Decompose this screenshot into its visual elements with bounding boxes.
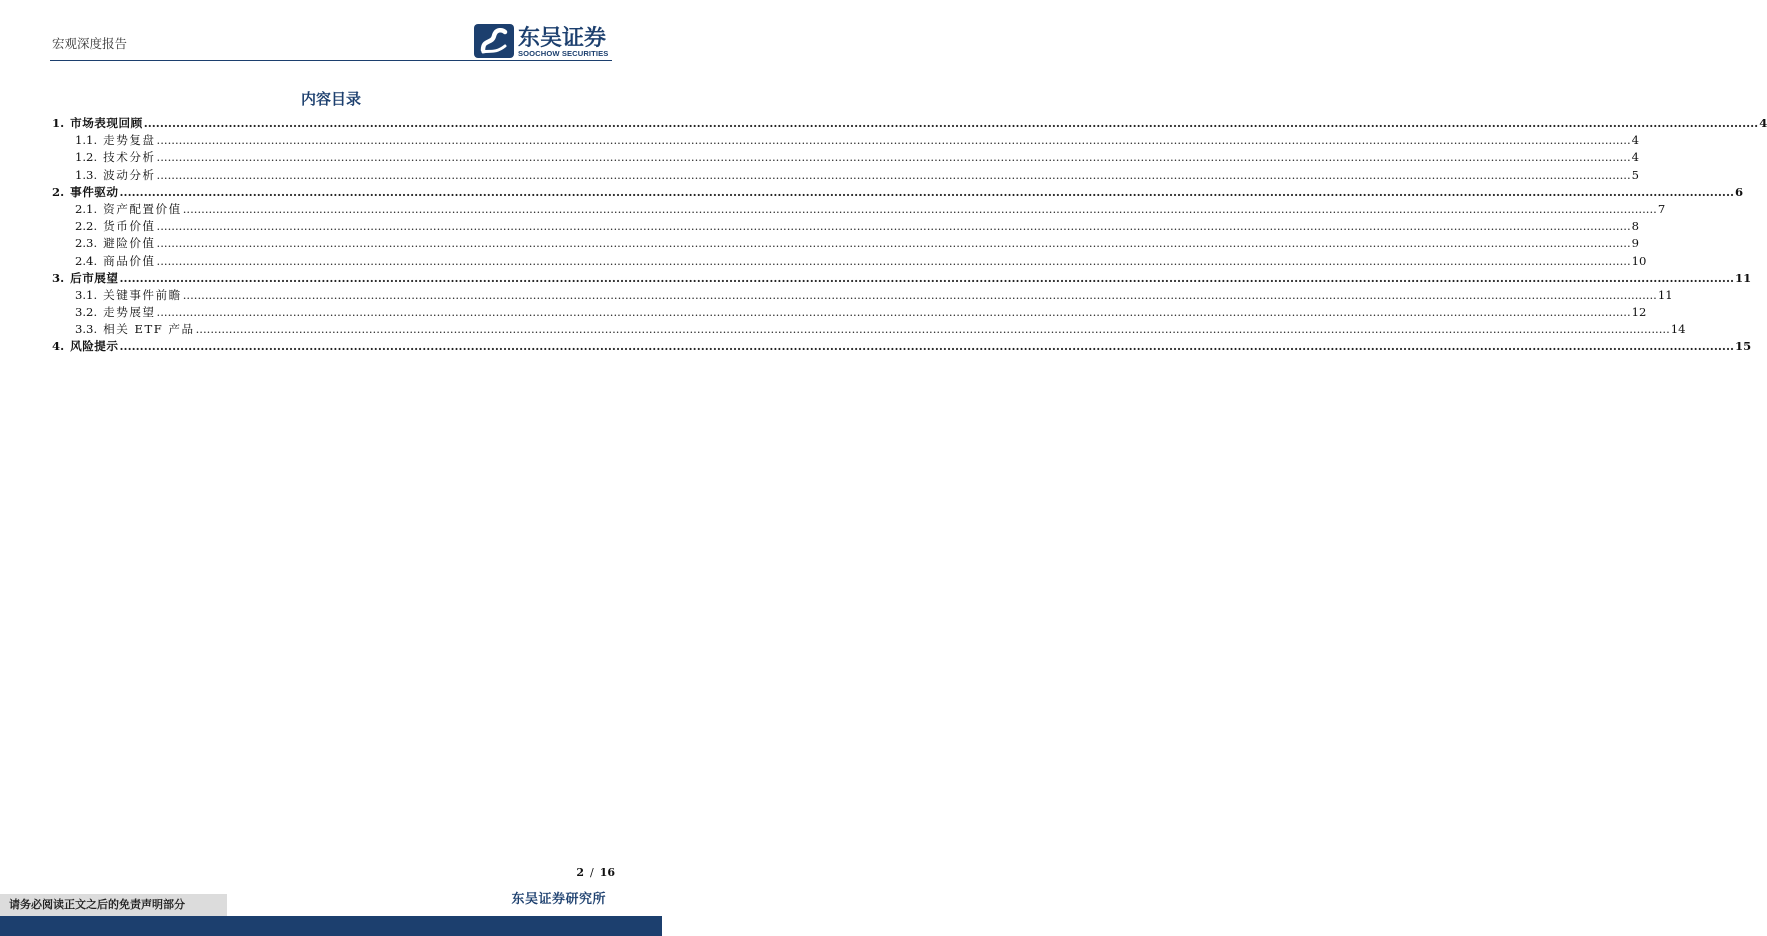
toc-entry[interactable]	[52, 338, 1752, 355]
toc-entry-number: 1.3.	[75, 167, 98, 182]
toc-dot-leader: ................................................................................................................................................................................................................................................................................................................................................................................................................	[119, 270, 1735, 285]
page-current: 2	[576, 866, 584, 879]
toc-entry[interactable]	[52, 287, 1673, 304]
toc-dot-leader: ................................................................................................................................................................................................................................................................................................................................................................................................................	[182, 201, 1657, 216]
disclaimer-notice: 请务必阅读正文之后的免责声明部分	[0, 894, 227, 916]
toc-dot-leader: ................................................................................................................................................................................................................................................................................................................................................................................................................	[156, 236, 1631, 251]
toc-dot-leader: ................................................................................................................................................................................................................................................................................................................................................................................................................	[156, 305, 1631, 320]
toc-entry[interactable]	[52, 235, 1640, 252]
footer-band	[0, 916, 662, 936]
toc-entry[interactable]	[52, 115, 1767, 132]
toc-entry-page: 10	[1631, 253, 1647, 268]
page-separator: /	[589, 866, 594, 879]
header-divider	[50, 60, 612, 61]
toc-entry-number: 4.	[52, 339, 65, 354]
toc-entry-number: 3.1.	[75, 287, 98, 302]
toc-entry[interactable]	[52, 270, 1752, 287]
toc-dot-leader: ................................................................................................................................................................................................................................................................................................................................................................................................................	[156, 133, 1631, 148]
toc-entry-number: 3.	[52, 270, 65, 285]
toc-entry-title: 相关 ETF 产品	[103, 322, 195, 337]
page-number	[576, 866, 615, 879]
toc-entry[interactable]	[52, 253, 1647, 270]
toc-dot-leader: ................................................................................................................................................................................................................................................................................................................................................................................................................	[156, 150, 1631, 165]
toc-entry-number: 1.	[52, 116, 65, 130]
toc-entry[interactable]	[52, 167, 1640, 184]
toc-dot-leader: ................................................................................................................................................................................................................................................................................................................................................................................................................	[156, 219, 1631, 234]
toc-entry[interactable]	[52, 218, 1640, 235]
report-type-label: 宏观深度报告	[52, 36, 128, 51]
toc-entry-number: 1.2.	[75, 150, 98, 165]
toc-entry-number: 2.1.	[75, 201, 98, 216]
toc-entry-number: 2.3.	[75, 236, 98, 251]
toc-entry-page: 4	[1759, 116, 1767, 130]
toc-entry-title: 货币价值	[103, 219, 156, 234]
toc-entry-title: 资产配置价值	[103, 201, 182, 216]
toc-entry-page: 4	[1631, 133, 1640, 148]
logo-text-cn: 东吴证券	[518, 26, 607, 51]
toc-entry-page: 8	[1631, 219, 1640, 234]
toc-entry[interactable]	[52, 132, 1640, 149]
toc-dot-leader: ................................................................................................................................................................................................................................................................................................................................................................................................................	[143, 116, 1759, 130]
toc-entry-title: 商品价值	[103, 253, 156, 268]
toc-entry-title: 技术分析	[103, 150, 156, 165]
toc-entry-title: 走势展望	[103, 305, 156, 320]
toc-dot-leader: ................................................................................................................................................................................................................................................................................................................................................................................................................	[119, 184, 1735, 199]
toc-entry-page: 15	[1735, 339, 1752, 354]
toc-entry-title: 市场表现回顾	[70, 116, 143, 130]
toc-entry-page: 12	[1631, 305, 1647, 320]
toc-entry[interactable]	[52, 184, 1744, 201]
company-logo	[474, 24, 619, 60]
toc-title: 内容目录	[300, 90, 361, 108]
toc-entry-page: 5	[1631, 167, 1640, 182]
toc-entry-page: 6	[1735, 184, 1744, 199]
footer-brand: 东吴证券研究所	[511, 892, 606, 907]
toc-entry-page: 4	[1631, 150, 1640, 165]
toc-dot-leader: ................................................................................................................................................................................................................................................................................................................................................................................................................	[156, 167, 1631, 182]
toc-entry-number: 3.2.	[75, 305, 98, 320]
toc-entry-page: 14	[1670, 322, 1686, 337]
logo-text-en: SOOCHOW SECURITIES	[518, 49, 609, 58]
toc-entry-page: 7	[1657, 201, 1666, 216]
toc-entry-number: 3.3.	[75, 322, 98, 337]
toc-entry[interactable]	[52, 149, 1640, 166]
table-of-contents	[52, 115, 1767, 356]
toc-dot-leader: ................................................................................................................................................................................................................................................................................................................................................................................................................	[156, 253, 1631, 268]
toc-dot-leader: ................................................................................................................................................................................................................................................................................................................................................................................................................	[119, 339, 1735, 354]
toc-entry-title: 走势复盘	[103, 133, 156, 148]
page-total: 16	[599, 866, 615, 879]
toc-entry-title: 风险提示	[70, 339, 119, 354]
toc-entry[interactable]	[52, 304, 1647, 321]
toc-entry-title: 波动分析	[103, 167, 156, 182]
toc-entry-page: 11	[1657, 287, 1673, 302]
toc-entry-number: 2.2.	[75, 219, 98, 234]
toc-entry-title: 后市展望	[70, 270, 119, 285]
logo-mark-icon	[474, 24, 514, 58]
toc-entry-number: 1.1.	[75, 133, 98, 148]
toc-entry[interactable]	[52, 321, 1686, 338]
toc-entry-number: 2.4.	[75, 253, 98, 268]
toc-entry-title: 关键事件前瞻	[103, 287, 182, 302]
toc-entry-page: 9	[1631, 236, 1640, 251]
toc-entry-title: 事件驱动	[70, 184, 119, 199]
toc-dot-leader: ................................................................................................................................................................................................................................................................................................................................................................................................................	[182, 287, 1657, 302]
toc-entry-number: 2.	[52, 184, 65, 199]
toc-entry-page: 11	[1735, 270, 1752, 285]
toc-entry-title: 避险价值	[103, 236, 156, 251]
toc-dot-leader: ................................................................................................................................................................................................................................................................................................................................................................................................................	[195, 322, 1670, 337]
toc-entry[interactable]	[52, 201, 1666, 218]
